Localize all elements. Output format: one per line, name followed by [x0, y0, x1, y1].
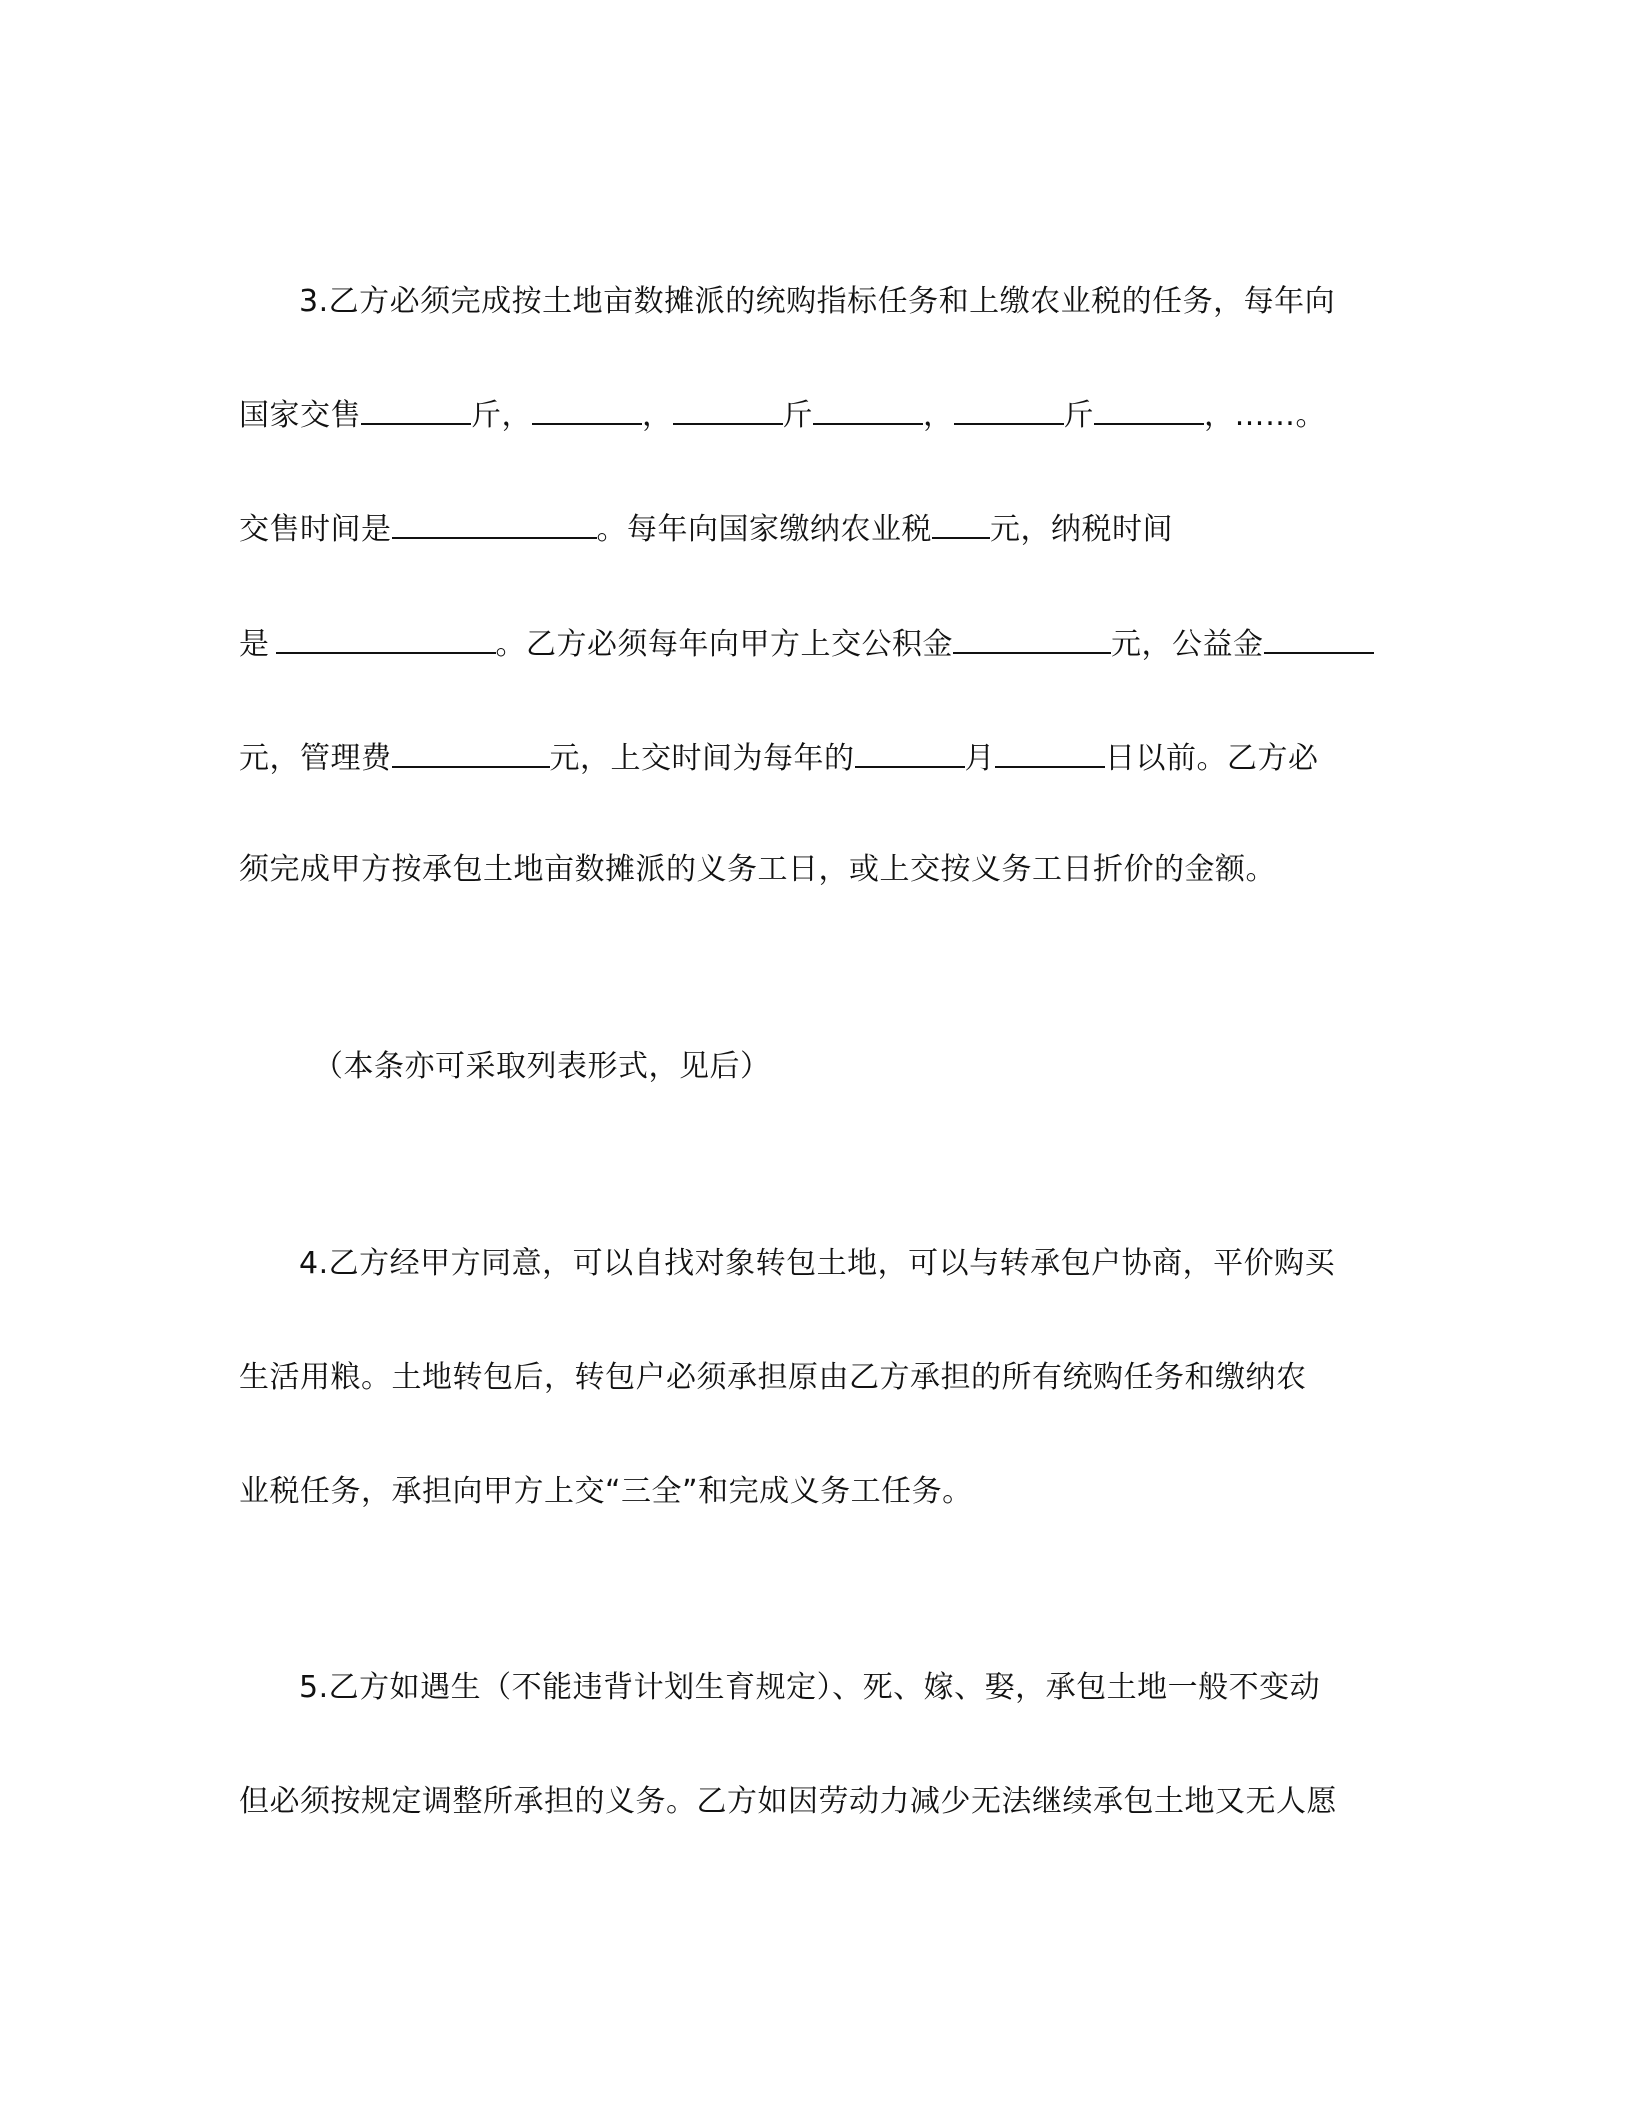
text-segment: 是 [239, 627, 270, 662]
text-segment: 。乙方必须每年向甲方上交公积金 [495, 627, 953, 662]
text-segment: 元，上交时间为每年的 [549, 741, 855, 776]
clause4-line2: 生活用粮。土地转包后，转包户必须承担原由乙方承担的所有统购任务和缴纳农 [239, 1360, 1307, 1395]
clause3-line4 [239, 622, 1374, 665]
text-segment: 交售时间是 [239, 512, 392, 547]
fill-blank [392, 507, 597, 539]
fill-blank [673, 393, 783, 425]
text-segment: 日以前。乙方必 [1105, 741, 1319, 776]
text-segment: 元，管理费 [239, 741, 392, 776]
note-line: （本条亦可采取列表形式，见后） [313, 1049, 771, 1084]
clause3-line1: 3.乙方必须完成按土地亩数摊派的统购指标任务和上缴农业税的任务，每年向 [299, 284, 1336, 319]
clause3-line2 [239, 393, 1326, 436]
text-segment: 元，公益金 [1111, 627, 1264, 662]
fill-blank [855, 736, 965, 768]
clause3-line3 [239, 507, 1173, 550]
fill-blank [953, 622, 1111, 654]
text-segment: ， [923, 398, 954, 433]
text-segment: 。每年向国家缴纳农业税 [596, 512, 932, 547]
fill-blank [1094, 393, 1204, 425]
clause5-line2: 但必须按规定调整所承担的义务。乙方如因劳动力减少无法继续承包土地又无人愿 [239, 1784, 1337, 1819]
fill-blank [932, 507, 990, 539]
clause3-line5 [239, 736, 1319, 779]
text-segment: 国家交售 [239, 398, 361, 433]
text-segment: ， [642, 398, 673, 433]
fill-blank [1264, 622, 1374, 654]
fill-blank [954, 393, 1064, 425]
text-segment: ，……。 [1204, 398, 1326, 433]
fill-blank [813, 393, 923, 425]
text-segment: 月 [964, 741, 995, 776]
text-segment: 斤， [471, 398, 532, 433]
text-segment: 斤 [1063, 398, 1094, 433]
fill-blank [392, 736, 550, 768]
clause5-line1: 5.乙方如遇生（不能违背计划生育规定）、死、嫁、娶，承包土地一般不变动 [299, 1670, 1321, 1705]
text-segment: 斤 [782, 398, 813, 433]
clause4-line1: 4.乙方经甲方同意，可以自找对象转包土地，可以与转承包户协商，平价购买 [299, 1246, 1336, 1281]
fill-blank [995, 736, 1105, 768]
clause3-line6: 须完成甲方按承包土地亩数摊派的义务工日，或上交按义务工日折价的金额。 [239, 852, 1276, 887]
fill-blank [276, 622, 496, 654]
fill-blank [532, 393, 642, 425]
clause4-line3: 业税任务，承担向甲方上交“三全”和完成义务工任务。 [239, 1474, 973, 1509]
text-segment: 元，纳税时间 [990, 512, 1173, 547]
fill-blank [361, 393, 471, 425]
